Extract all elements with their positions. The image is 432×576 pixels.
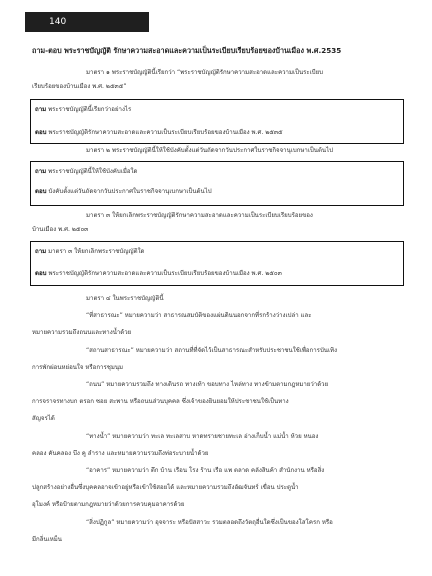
definition-line: “ที่สาธารณะ” หมายความว่า สาธารณสมบัติของแผ่นดินนอกจากที่รกร้างว่างเปล่า และ bbox=[86, 312, 312, 320]
definition-line: มาตรา ๔ ในพระราชบัญญัตินี้ bbox=[86, 295, 164, 302]
section-3-paragraph bbox=[32, 209, 404, 237]
answer-tag: ตอบ bbox=[35, 270, 47, 277]
question-text: พระราชบัญญัตินี้ให้ใช้บังคับเมื่อใด bbox=[48, 168, 138, 175]
section-1-line-2: เรียบร้อยของบ้านเมือง พ.ศ. ๒๕๓๕” bbox=[32, 83, 127, 90]
question-tag: ถาม bbox=[35, 168, 47, 175]
answer-tag: ตอบ bbox=[35, 129, 47, 136]
section-1-paragraph bbox=[32, 66, 404, 94]
definition-line: สัญจรได้ bbox=[32, 415, 55, 423]
answer-text: บังคับตั้งแต่วันถัดจากวันประกาศในราชกิจจานุเบกษาเป็นต้นไป bbox=[48, 188, 212, 195]
definition-line: ปลูกสร้างอย่างอื่นซึ่งบุคคลอาจเข้าอยู่หรือเข้าใช้สอยได้ และหมายความรวมถึงอัฒจันทร์ เขื่อน ประตูน้ำ bbox=[32, 484, 299, 492]
page-number: 140 bbox=[49, 17, 67, 27]
question-tag: ถาม bbox=[35, 248, 47, 255]
section-1-line-1: มาตรา ๑ พระราชบัญญัตินี้เรียกว่า “พระราชบัญญัติรักษาความสะอาดและความเป็นระเบียบ bbox=[86, 69, 324, 76]
answer-text: พระราชบัญญัติรักษาความสะอาดและความเป็นระเบียบเรียบร้อยของบ้านเมือง พ.ศ. ๒๕๓๕ bbox=[48, 129, 283, 136]
definition-line: “สถานสาธารณะ” หมายความว่า สถานที่ที่จัดไว้เป็นสาธารณะสำหรับประชาชนใช้เพื่อการบันเทิง bbox=[86, 346, 338, 354]
qa-box-3 bbox=[30, 241, 404, 286]
definition-line: การพักผ่อนหย่อนใจ หรือการชุมนุม bbox=[32, 363, 124, 371]
definition-line: “สิ่งปฏิกูล” หมายความว่า อุจจาระ หรือปัสสาวะ รวมตลอดถึงวัตถุอื่นใดซึ่งเป็นของโสโครก หรือ bbox=[86, 518, 333, 526]
definition-line: มีกลิ่นเหม็น bbox=[32, 535, 62, 543]
question-tag: ถาม bbox=[35, 106, 47, 113]
definition-line: การจราจรทางบก ตรอก ซอย สะพาน หรือถนนส่วนบุคคล ซึ่งเจ้าของยินยอมให้ประชาชนใช้เป็นทาง bbox=[32, 398, 289, 406]
answer-text: พระราชบัญญัติรักษาความสะอาดและความเป็นระเบียบเรียบร้อยของบ้านเมือง พ.ศ. ๒๕๐๓ bbox=[48, 270, 282, 277]
definition-line: “อาคาร” หมายความว่า ตึก บ้าน เรือน โรง ร้าน เรือ แพ ตลาด คลังสินค้า สำนักงาน หรือสิ่ง bbox=[86, 467, 325, 475]
section-3-line-1: มาตรา ๓ ให้ยกเลิกพระราชบัญญัติรักษาความสะอาดและความเป็นระเบียบเรียบร้อยของ bbox=[86, 212, 313, 219]
definition-line: คลอง คันคลอง บึง คู ลำราง และหมายความรวมถึงท่อระบายน้ำด้วย bbox=[32, 449, 209, 457]
answer-tag: ตอบ bbox=[35, 188, 47, 195]
definition-line: อุโมงค์ หรือป้ายตามกฎหมายว่าด้วยการควบคุมอาคารด้วย bbox=[32, 501, 185, 509]
question-text: มาตรา ๓ ให้ยกเลิกพระราชบัญญัติใด bbox=[48, 248, 145, 255]
section-3-line-2: บ้านเมือง พ.ศ. ๒๕๐๓ bbox=[32, 226, 89, 233]
section-2-line-1: มาตรา ๒ พระราชบัญญัตินี้ให้ใช้บังคับตั้งแต่วันถัดจากวันประกาศในราชกิจจานุเบกษาเป็นต้นไป bbox=[86, 147, 333, 154]
page-number-tab bbox=[25, 12, 149, 32]
definition-line: “ถนน” หมายความรวมถึง ทางเดินรถ ทางเท้า ขอบทาง ไหล่ทาง ทางข้ามตามกฎหมายว่าด้วย bbox=[86, 381, 329, 389]
definitions-block bbox=[32, 290, 404, 548]
qa-box-2 bbox=[30, 161, 404, 206]
definition-line: “ทางน้ำ” หมายความว่า ทะเล ทะเลสาบ หาดทรายชายทะเล อ่างเก็บน้ำ แม่น้ำ ห้วย หนอง bbox=[86, 432, 319, 440]
definition-line: หมายความรวมถึงถนนและทางน้ำด้วย bbox=[32, 329, 132, 337]
page-heading: ถาม-ตอบ พระราชบัญญัติ รักษาความสะอาดและความเป็นระเบียบเรียบร้อยของบ้านเมือง พ.ศ.2535 bbox=[32, 46, 342, 55]
qa-box-1 bbox=[30, 99, 404, 144]
question-text: พระราชบัญญัตินี้เรียกว่าอย่างไร bbox=[48, 106, 132, 113]
section-2-paragraph bbox=[32, 144, 404, 158]
